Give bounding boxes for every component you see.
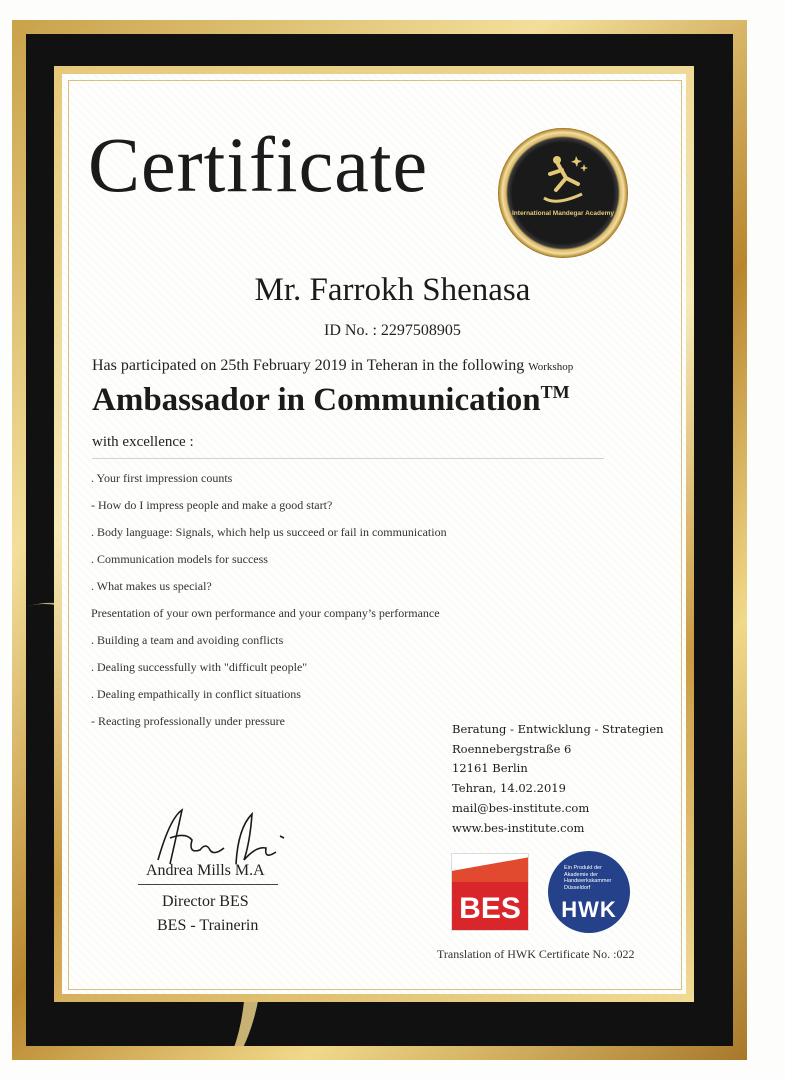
dancer-star-icon — [536, 150, 590, 210]
excellence-label: with excellence : — [92, 434, 194, 450]
participation-suffix: Workshop — [528, 361, 574, 373]
topic-item: . Dealing successfully with "difficult people" — [91, 660, 308, 674]
participation-text: Has participated on 25th February 2019 in Teheran in the following — [92, 357, 525, 374]
workshop-title: Ambassador in Communication — [92, 382, 541, 418]
address-line: mail@bes-institute.com — [452, 800, 590, 815]
address-line: Tehran, 14.02.2019 — [452, 781, 566, 796]
workshop-title-line — [92, 382, 570, 419]
institute-address — [452, 720, 664, 838]
translation-note: Translation of HWK Certificate No. :022 — [437, 947, 635, 961]
academy-seal — [498, 128, 628, 258]
topic-item: . Dealing empathically in conflict situations — [91, 687, 301, 701]
signature-line — [138, 884, 278, 885]
seal-text: International Mandegar Academy — [512, 210, 614, 217]
address-line: Roennebergstraße 6 — [452, 741, 572, 756]
id-number: ID No. : 2297508905 — [324, 322, 461, 339]
bes-logo-text: BES — [459, 892, 521, 925]
hwk-logo-text: HWK — [561, 897, 617, 922]
certificate-title: Certificate — [88, 121, 429, 208]
topic-item: - How do I impress people and make a good start? — [91, 498, 333, 512]
hwk-logo — [548, 851, 630, 933]
topic-item: . What makes us special? — [91, 579, 212, 593]
address-line: 12161 Berlin — [452, 761, 528, 776]
hwk-logo-caption: Ein Produkt der Akademie der Handwerkskammer Düsseldorf — [564, 865, 612, 891]
bes-logo — [451, 853, 529, 931]
topic-item: . Communication models for success — [91, 552, 268, 566]
trademark: TM — [540, 382, 570, 402]
recipient-name: Mr. Farrokh Shenasa — [254, 272, 531, 308]
topic-list — [91, 470, 447, 740]
participation-statement — [92, 357, 573, 375]
topic-item: . Body language: Signals, which help us succeed or fail in communication — [91, 525, 447, 539]
topic-item: . Your first impression counts — [91, 471, 233, 485]
signer-role: BES - Trainerin — [157, 917, 259, 934]
address-line: Beratung - Entwicklung - Strategien — [452, 722, 664, 736]
excellence-underline — [92, 458, 604, 459]
topic-item: . Building a team and avoiding conflicts — [91, 633, 284, 647]
signer-role: Director BES — [162, 893, 249, 910]
topic-item: Presentation of your own performance and your company’s performance — [91, 606, 440, 620]
topic-item: - Reacting professionally under pressure — [91, 714, 285, 728]
address-line: www.bes-institute.com — [452, 820, 585, 835]
signer-name: Andrea Mills M.A — [146, 862, 265, 879]
